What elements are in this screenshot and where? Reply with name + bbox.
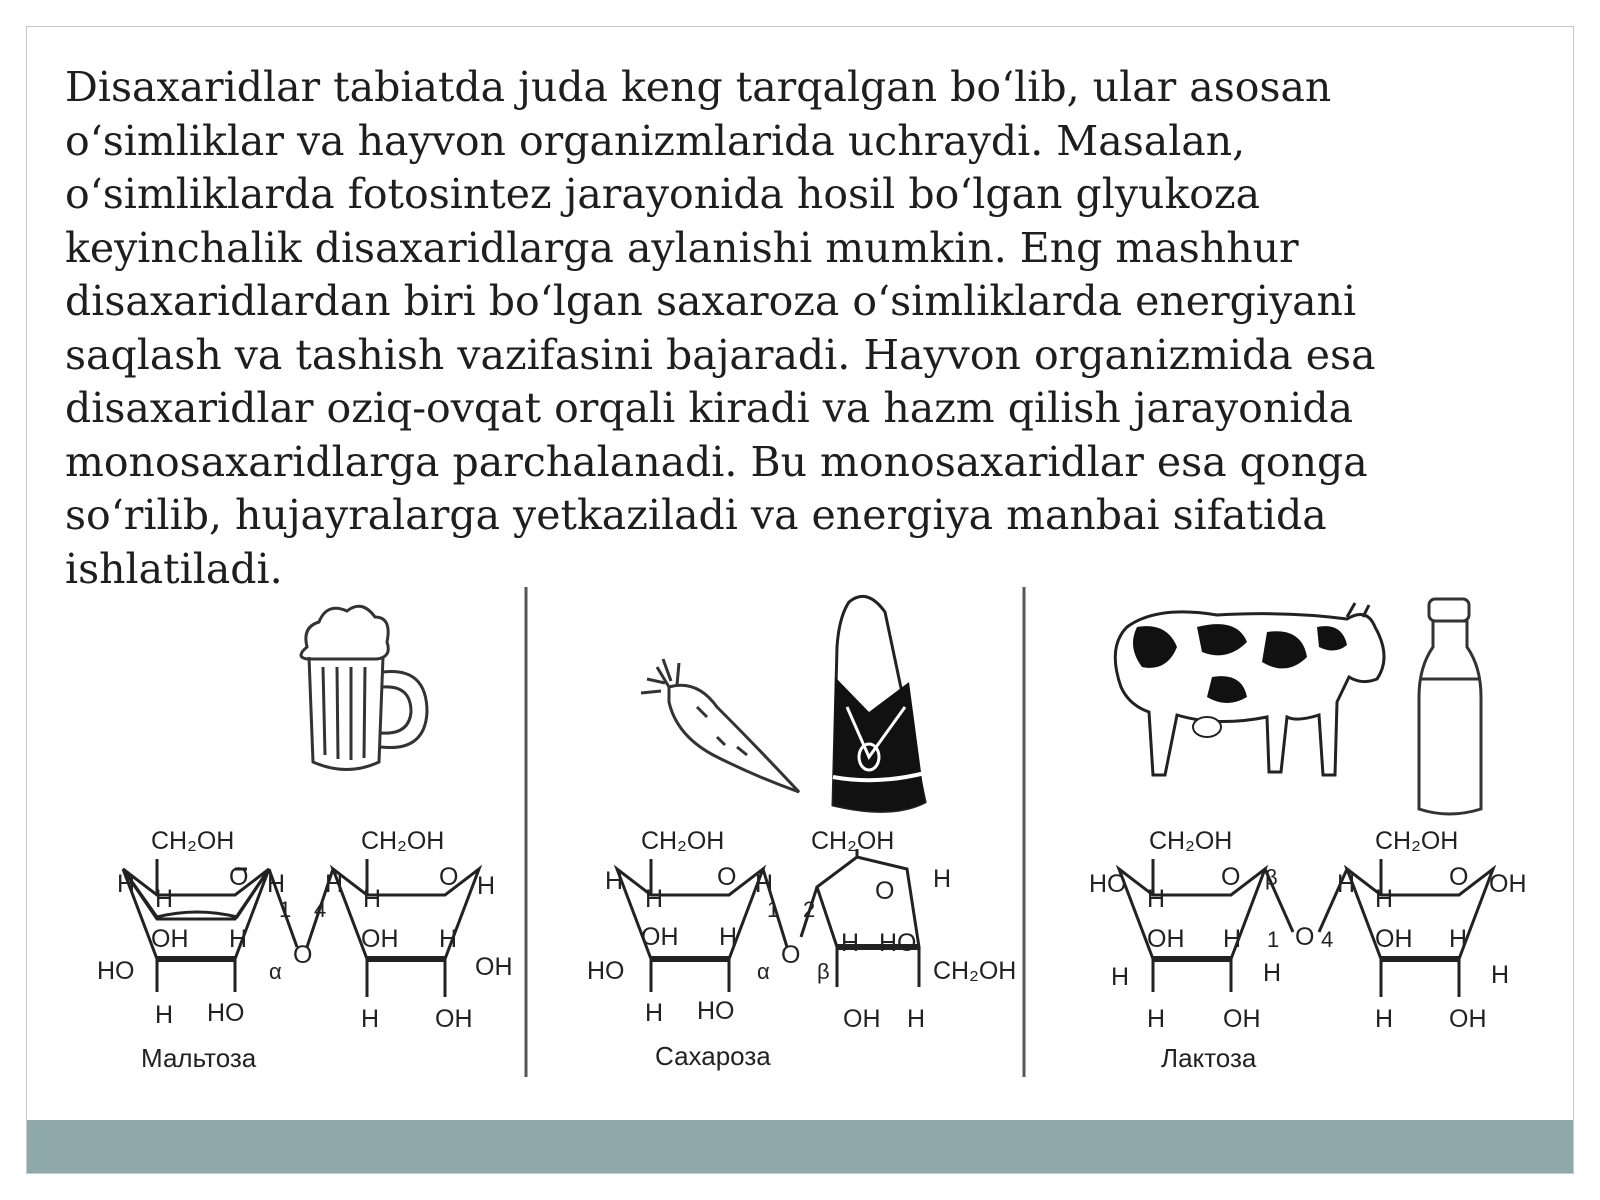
atom-label: O	[781, 941, 801, 969]
disaccharide-figure	[57, 587, 1545, 1107]
atom-label: CH₂OH	[641, 827, 725, 855]
atom-label: HO	[97, 957, 135, 985]
atom-label: CH₂OH	[1375, 827, 1459, 855]
bond-label: α	[757, 959, 770, 984]
atom-label: H	[755, 870, 774, 898]
link-number: 1	[279, 897, 292, 922]
atom-label: H	[155, 885, 174, 913]
atom-label: OH	[843, 1005, 881, 1033]
atom-label: HO	[587, 957, 625, 985]
paragraph-line: so‘rilib, hujayralarga yetkaziladi va energiya manbai sifatida	[65, 491, 1327, 539]
footer-bar	[27, 1120, 1574, 1174]
atom-label: H	[363, 885, 382, 913]
atom-label: H	[605, 867, 624, 895]
atom-label: OH	[151, 925, 189, 953]
atom-label: H	[1375, 885, 1394, 913]
milk-bottle-icon	[1419, 599, 1481, 814]
atom-label: HO	[207, 999, 245, 1027]
paragraph-line: monosaxaridlarga parchalanadi. Bu monosaxaridlar esa qonga	[65, 437, 1368, 486]
atom-label: H	[841, 929, 860, 957]
paragraph-line: disaxaridlardan biri bo‘lgan saxaroza o‘simliklarda energiyani	[65, 277, 1357, 325]
atom-label: H	[117, 870, 136, 898]
atom-label: CH₂OH	[361, 827, 445, 855]
disaccharide-illustration	[57, 587, 1545, 1107]
link-number: 4	[1321, 927, 1334, 952]
beer-mug-icon	[301, 606, 427, 769]
atom-label: H	[229, 925, 248, 953]
atom-label: H	[267, 870, 286, 898]
atom-label: H	[1449, 925, 1468, 953]
atom-label: H	[361, 1005, 380, 1033]
link-number: 4	[314, 897, 327, 922]
atom-label: H	[645, 885, 664, 913]
atom-label: H	[1111, 963, 1130, 991]
link-number: 2	[803, 897, 816, 922]
atom-label: O	[439, 863, 459, 891]
link-number: 1	[767, 897, 780, 922]
atom-label: O	[229, 863, 249, 891]
atom-label: H	[155, 1001, 174, 1029]
atom-label: OH	[475, 953, 513, 981]
slide	[26, 26, 1574, 1174]
atom-label: CH₂OH	[933, 957, 1017, 985]
atom-label: H	[325, 870, 344, 898]
atom-label: OH	[1449, 1005, 1487, 1033]
molecule-name: Мальтоза	[141, 1043, 257, 1073]
atom-label: H	[439, 925, 458, 953]
atom-label: OH	[1489, 870, 1527, 898]
atom-label: OH	[361, 925, 399, 953]
paragraph-line: keyinchalik disaxaridlarga aylanishi mumkin. Eng mashhur	[65, 223, 1299, 272]
maltose-structure	[97, 827, 513, 1073]
atom-label: CH₂OH	[1149, 827, 1233, 855]
atom-label: H	[477, 872, 496, 900]
atom-label: H	[1223, 925, 1242, 953]
atom-label: O	[717, 863, 737, 891]
atom-label: H	[1147, 885, 1166, 913]
atom-label: O	[1221, 863, 1241, 891]
paragraph-line: ishlatiladi.	[65, 544, 283, 590]
sucrose-structure	[587, 827, 1016, 1071]
atom-label: H	[933, 865, 952, 893]
bond-label: α	[269, 959, 282, 984]
atom-label: H	[719, 923, 738, 951]
atom-label: O	[1295, 923, 1315, 951]
atom-label: H	[907, 1005, 926, 1033]
atom-label: H	[1337, 870, 1356, 898]
molecule-name: Сахароза	[655, 1041, 771, 1071]
atom-label: H	[1263, 959, 1282, 987]
link-number: 1	[1267, 927, 1280, 952]
atom-label: O	[875, 877, 895, 905]
lactose-structure	[1089, 827, 1527, 1073]
paragraph-line: saqlash va tashish vazifasini bajaradi. Hayvon organizmida esa	[65, 330, 1376, 379]
atom-label: OH	[641, 923, 679, 951]
atom-label: O	[1449, 863, 1469, 891]
atom-label: OH	[1223, 1005, 1261, 1033]
atom-label: OH	[1375, 925, 1413, 953]
atom-label: H	[1491, 961, 1510, 989]
cow-icon	[1115, 603, 1384, 775]
bond-label: β	[817, 959, 830, 984]
atom-label: HO	[1089, 870, 1127, 898]
paragraph-line: Disaxaridlar tabiatda juda keng tarqalgan bo‘lib, ular asosan	[65, 63, 1332, 111]
bond-label: β	[1265, 865, 1278, 890]
atom-label: CH₂OH	[811, 827, 895, 855]
paragraph-line: disaxaridlar oziq-ovqat orqali kiradi va hazm qilish jarayonida	[65, 384, 1354, 432]
atom-label: OH	[435, 1005, 473, 1033]
atom-label: H	[645, 999, 664, 1027]
atom-label: H	[1147, 1005, 1166, 1033]
paragraph-text	[65, 61, 1485, 590]
atom-label: H	[1375, 1005, 1394, 1033]
molecule-name: Лактоза	[1161, 1043, 1257, 1073]
atom-label: O	[293, 941, 313, 969]
atom-label: HO	[879, 929, 917, 957]
sugar-beet-icon	[641, 659, 799, 792]
paragraph-line: o‘simliklar va hayvon organizmlarida uchraydi. Masalan,	[65, 116, 1246, 165]
sugar-loaf-icon	[833, 596, 925, 811]
atom-label: OH	[1147, 925, 1185, 953]
atom-label: CH₂OH	[151, 827, 235, 855]
paragraph-line: o‘simliklarda fotosintez jarayonida hosil bo‘lgan glyukoza	[65, 170, 1261, 218]
atom-label: HO	[697, 997, 735, 1025]
